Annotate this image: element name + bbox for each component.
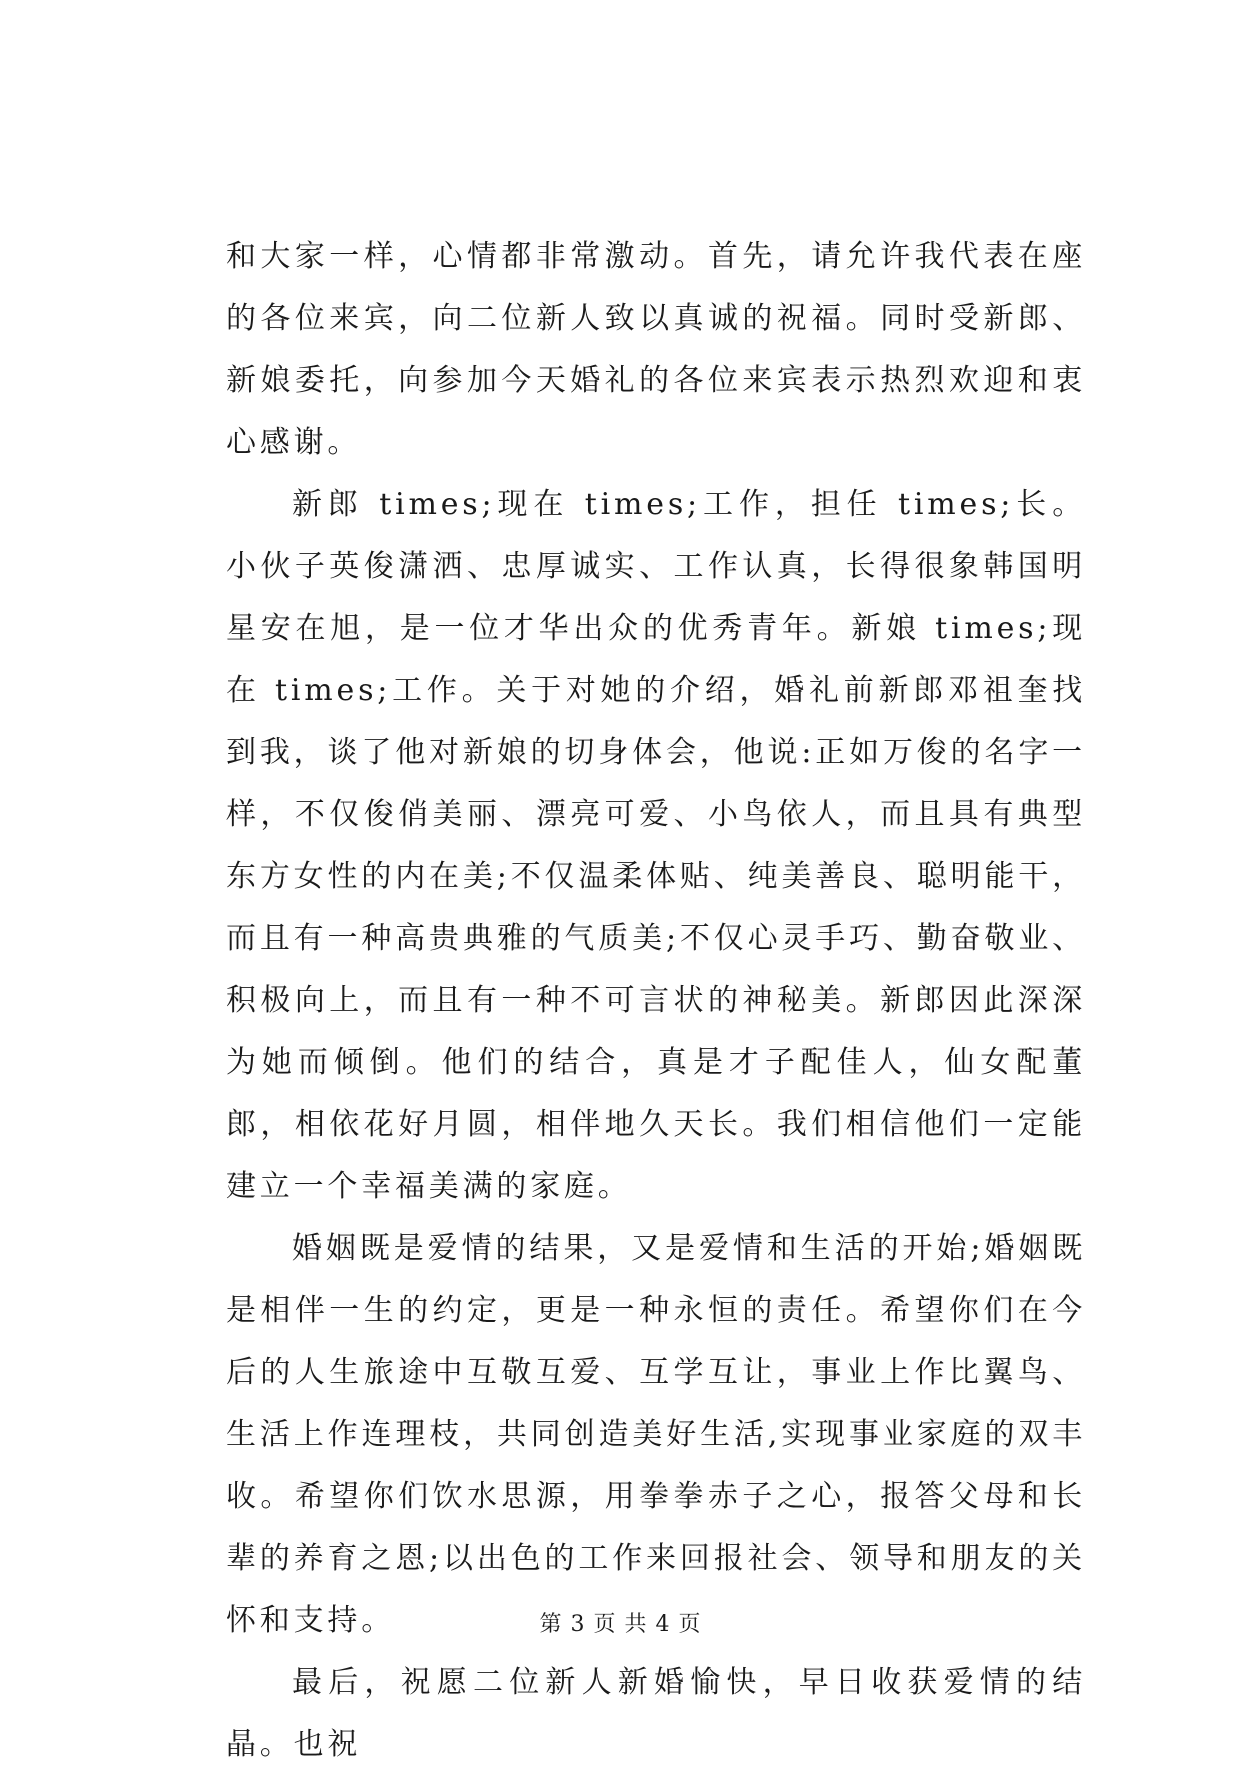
paragraph-continued-opening: 和大家一样，心情都非常激动。首先，请允许我代表在座的各位来宾，向二位新人致以真诚的祝福。同时受新郎、新娘委托，向参加今天婚礼的各位来宾表示热烈欢迎和衷心感谢。 — [226, 239, 1086, 460]
page-number-footer: 第 3 页 共 4 页 — [539, 1612, 702, 1637]
paragraph-marriage-wishes: 婚姻既是爱情的结果，又是爱情和生活的开始;婚姻既是相伴一生的约定，更是一种永恒的责任。希望你们在今后的人生旅途中互敬互爱、互学互让，事业上作比翼鸟、生活上作连理枝，共同创造美好生活,实现事业家庭的双丰收。希望你们饮水思源，用拳拳赤子之心，报答父母和长辈的养育之恩;以出色的工作来回报社会、领导和朋友的关怀和支持。 — [226, 1231, 1086, 1638]
document-body — [226, 226, 1086, 1776]
paragraph-closing-blessing: 最后，祝愿二位新人新婚愉快，早日收获爱情的结晶。也祝 — [226, 1665, 1086, 1762]
paragraph-couple-introduction: 新郎 times;现在 times;工作，担任 times;长。小伙子英俊潇洒、忠厚诚实、工作认真，长得很象韩国明星安在旭，是一位才华出众的优秀青年。新娘 times;现在 times;工作。关于对她的介绍，婚礼前新郎邓祖奎找到我，谈了他对新娘的切身体会，他说:正如万俊的名字一样，不仅俊俏美丽、漂亮可爱、小鸟依人，而且具有典型东方女性的内在美;不仅温柔体贴、纯美善良、聪明能干，而且有一种高贵典雅的气质美;不仅心灵手巧、勤奋敬业、积极向上，而且有一种不可言状的神秘美。新郎因此深深为她而倾倒。他们的结合，真是才子配佳人，仙女配董郎，相依花好月圆，相伴地久天长。我们相信他们一定能建立一个幸福美满的家庭。 — [226, 487, 1086, 1204]
